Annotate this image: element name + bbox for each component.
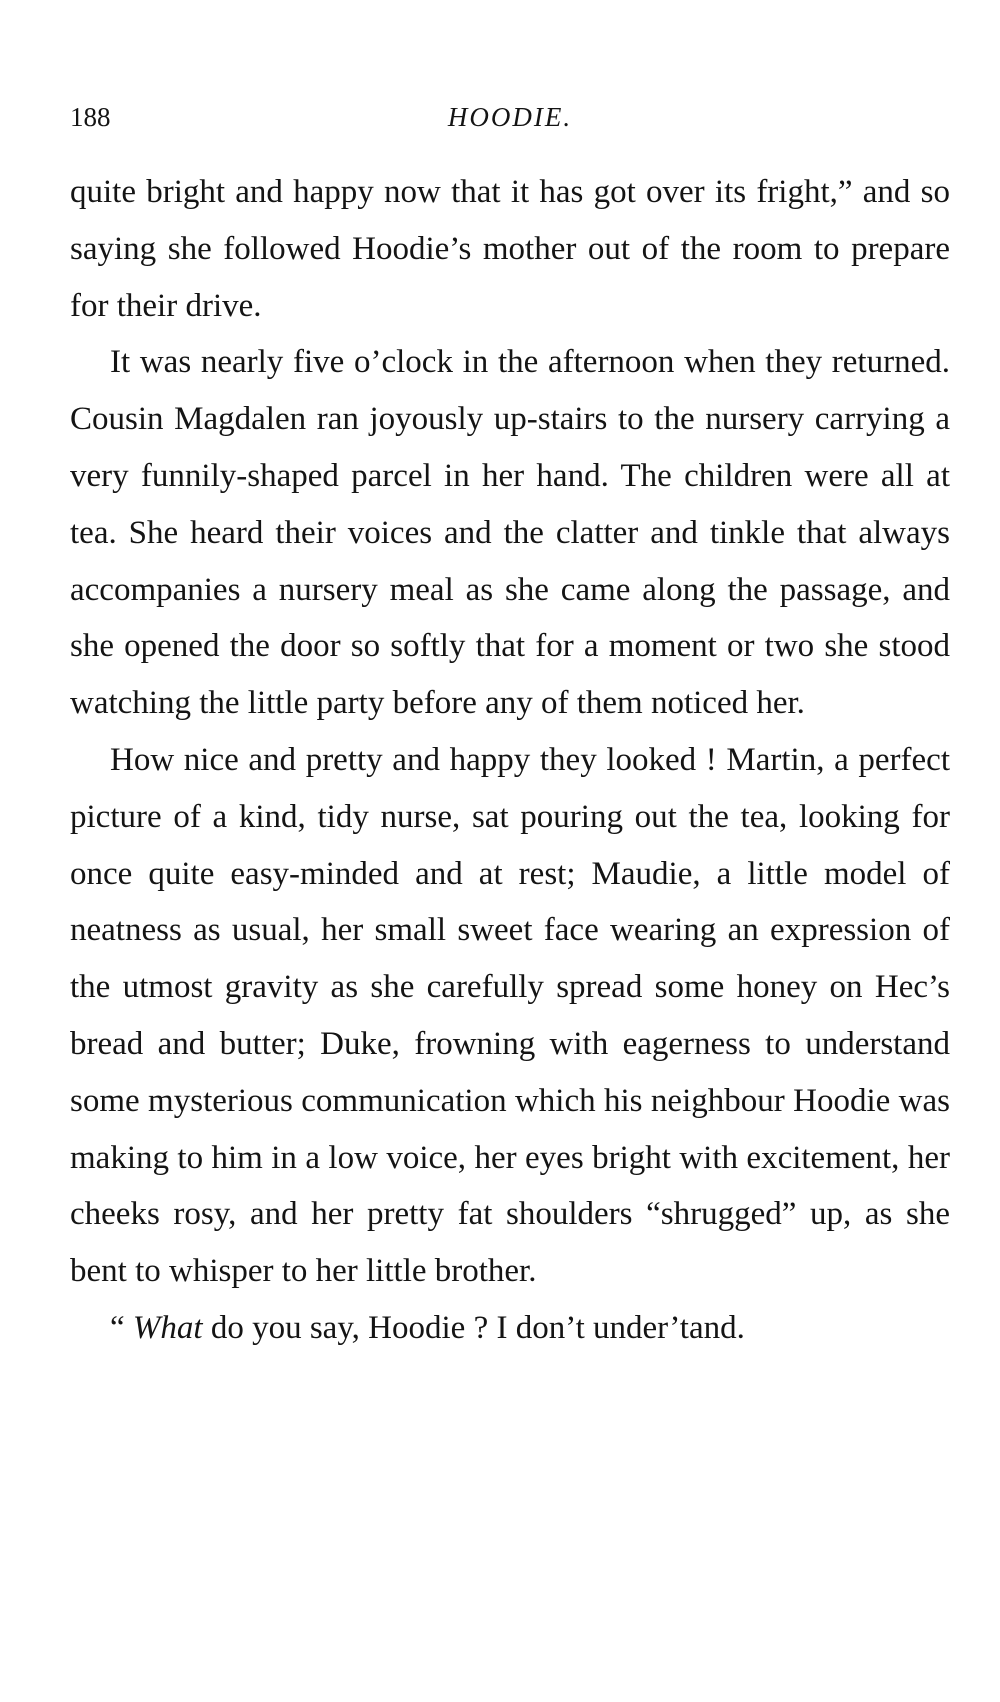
- running-title: HOODIE.: [447, 102, 573, 132]
- page-header: [70, 102, 950, 142]
- dialogue-rest: do you say, Hoodie ? I don’t under’tand.: [202, 1309, 745, 1346]
- paragraph: quite bright and happy now that it has got over its fright,” and so saying she followed Hoodie’s mother out of the room to prepare for their drive.: [70, 174, 950, 324]
- paragraph: How nice and pretty and happy they looked ! Martin, a perfect picture of a kind, tidy nurse, sat pouring out the tea, looking for once quite easy-minded and at rest; Maudie, a little model of neatness as usual, her small sweet face wearing an expression of the utmost gravity as she carefully spread some honey on Hec’s bread and butter; Duke, frowning with eagerness to understand some mysterious communication which his neighbour Hoodie was making to him in a low voice, her eyes bright with excitement, her cheeks rosy, and her pretty fat shoulders “shrugged” up, as she bent to whisper to her little brother.: [70, 741, 950, 1290]
- open-quote: “: [110, 1309, 125, 1346]
- paragraph: It was nearly five o’clock in the afternoon when they returned. Cousin Magdalen ran joyously up-stairs to the nursery carrying a very funnily-shaped parcel in her hand. The children were all at tea. She heard their voices and the clatter and tinkle that always accompanies a nursery meal as she came along the passage, and she opened the door so softly that for a moment or two she stood watching the little party before any of them noticed her.: [70, 344, 950, 722]
- page-number: 188: [70, 102, 111, 132]
- emphasized-word: What: [132, 1309, 203, 1346]
- page-body: [70, 164, 950, 1357]
- dialogue-line: [70, 1300, 950, 1357]
